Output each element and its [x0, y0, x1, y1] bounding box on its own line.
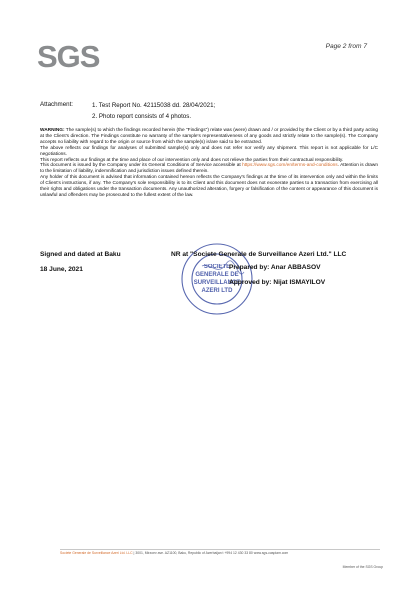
terms-link[interactable]: https://www.sgs.com/en/terms-and-conditions: [242, 163, 338, 169]
footer-company: Societe Generale de Surveillance Azeri Ltd. LLC: [60, 551, 133, 555]
warning-paragraph-1: WARNING: The sample(s) to which the findings recorded herein (the "Findings") relate was (were) drawn and / or provided by the Client or by a third party acting at the Client's direction. The Findings constitute no warranty of the sample's representativeness of any goods and strictly relate to the sample(s). The Company accepts no liability with regard to the origin or source from which the sample(s) is/are said to be extracted.: [40, 128, 379, 145]
stamp-line-2: GENERALE DE: [195, 272, 239, 278]
footer-address: [60, 551, 380, 555]
warning-paragraph-5: Any holder of this document is advised that information contained hereon reflects the Company's findings at the time of its intervention only and within the limits of Client's instructions, if any. The Company's sole responsibility is to its Client and this document does not exonerate parties to a transaction from exercising all their rights and obligations under the transaction documents. Any unauthorized alteration, forgery or falsification of the content or appearance of this document is unlawful and offenders may be prosecuted to the fullest extent of the law.: [40, 175, 378, 198]
footer-divider: [60, 549, 380, 550]
warning-heading: WARNING:: [40, 128, 65, 133]
warning-block: [40, 128, 378, 199]
warning-paragraph-2: The above reflects our findings for analyses of submitted sample(s) only and does not refer nor verify any shipment. This report is not applicable for L/C negotiations.: [40, 145, 378, 157]
stamp-line-3: SURVEILLANCE: [193, 280, 241, 286]
stamp-line-1: SOCIETE: [203, 264, 231, 270]
attachment-item: 2. Photo report consists of 4 photos.: [92, 112, 192, 120]
sgs-logo-text: SGS: [37, 39, 100, 74]
attachment-label: Attachment:: [40, 101, 74, 108]
stamp-line-4: AZERI LTD: [201, 288, 233, 294]
sgs-logo: [37, 38, 100, 74]
page-number: Page 2 from 7: [325, 43, 367, 50]
attachment-item: 1. Test Report No. 42115038 dd. 28/04/2021;: [92, 102, 216, 109]
approved-by: Approved by: Nijat ISMAYILOV: [229, 279, 326, 286]
company-name-line: NR at "Societe Generale de Surveillance Azeri Ltd." LLC: [171, 251, 347, 258]
warning-paragraph-4: This document is issued by the Company under its General Conditions of Service accessible at https://www.sgs.com/en/terms-and-conditions. Attention is drawn to the limitation of liability, indemnification and jurisdiction issues defined therein.: [40, 163, 379, 175]
signed-location: Signed and dated at Baku: [40, 251, 121, 258]
member-of-group: Member of the SGS Group: [342, 565, 383, 569]
footer-contact: | 3001, Mirzoev ave. AZ1100, Baku, Republic of Azerbaijan t +994 12 430 33 80 www.sgs-caspiam.com: [133, 551, 289, 555]
attachment-list: [92, 101, 215, 122]
prepared-by: Prepared by: Anar ABBASOV: [229, 264, 321, 271]
signed-date: 18 June, 2021: [40, 266, 83, 273]
warning-paragraph-3: This report reflects our findings at the time and place of our intervention only and does not relieve the parties from their contractual responsibility.: [40, 157, 344, 163]
